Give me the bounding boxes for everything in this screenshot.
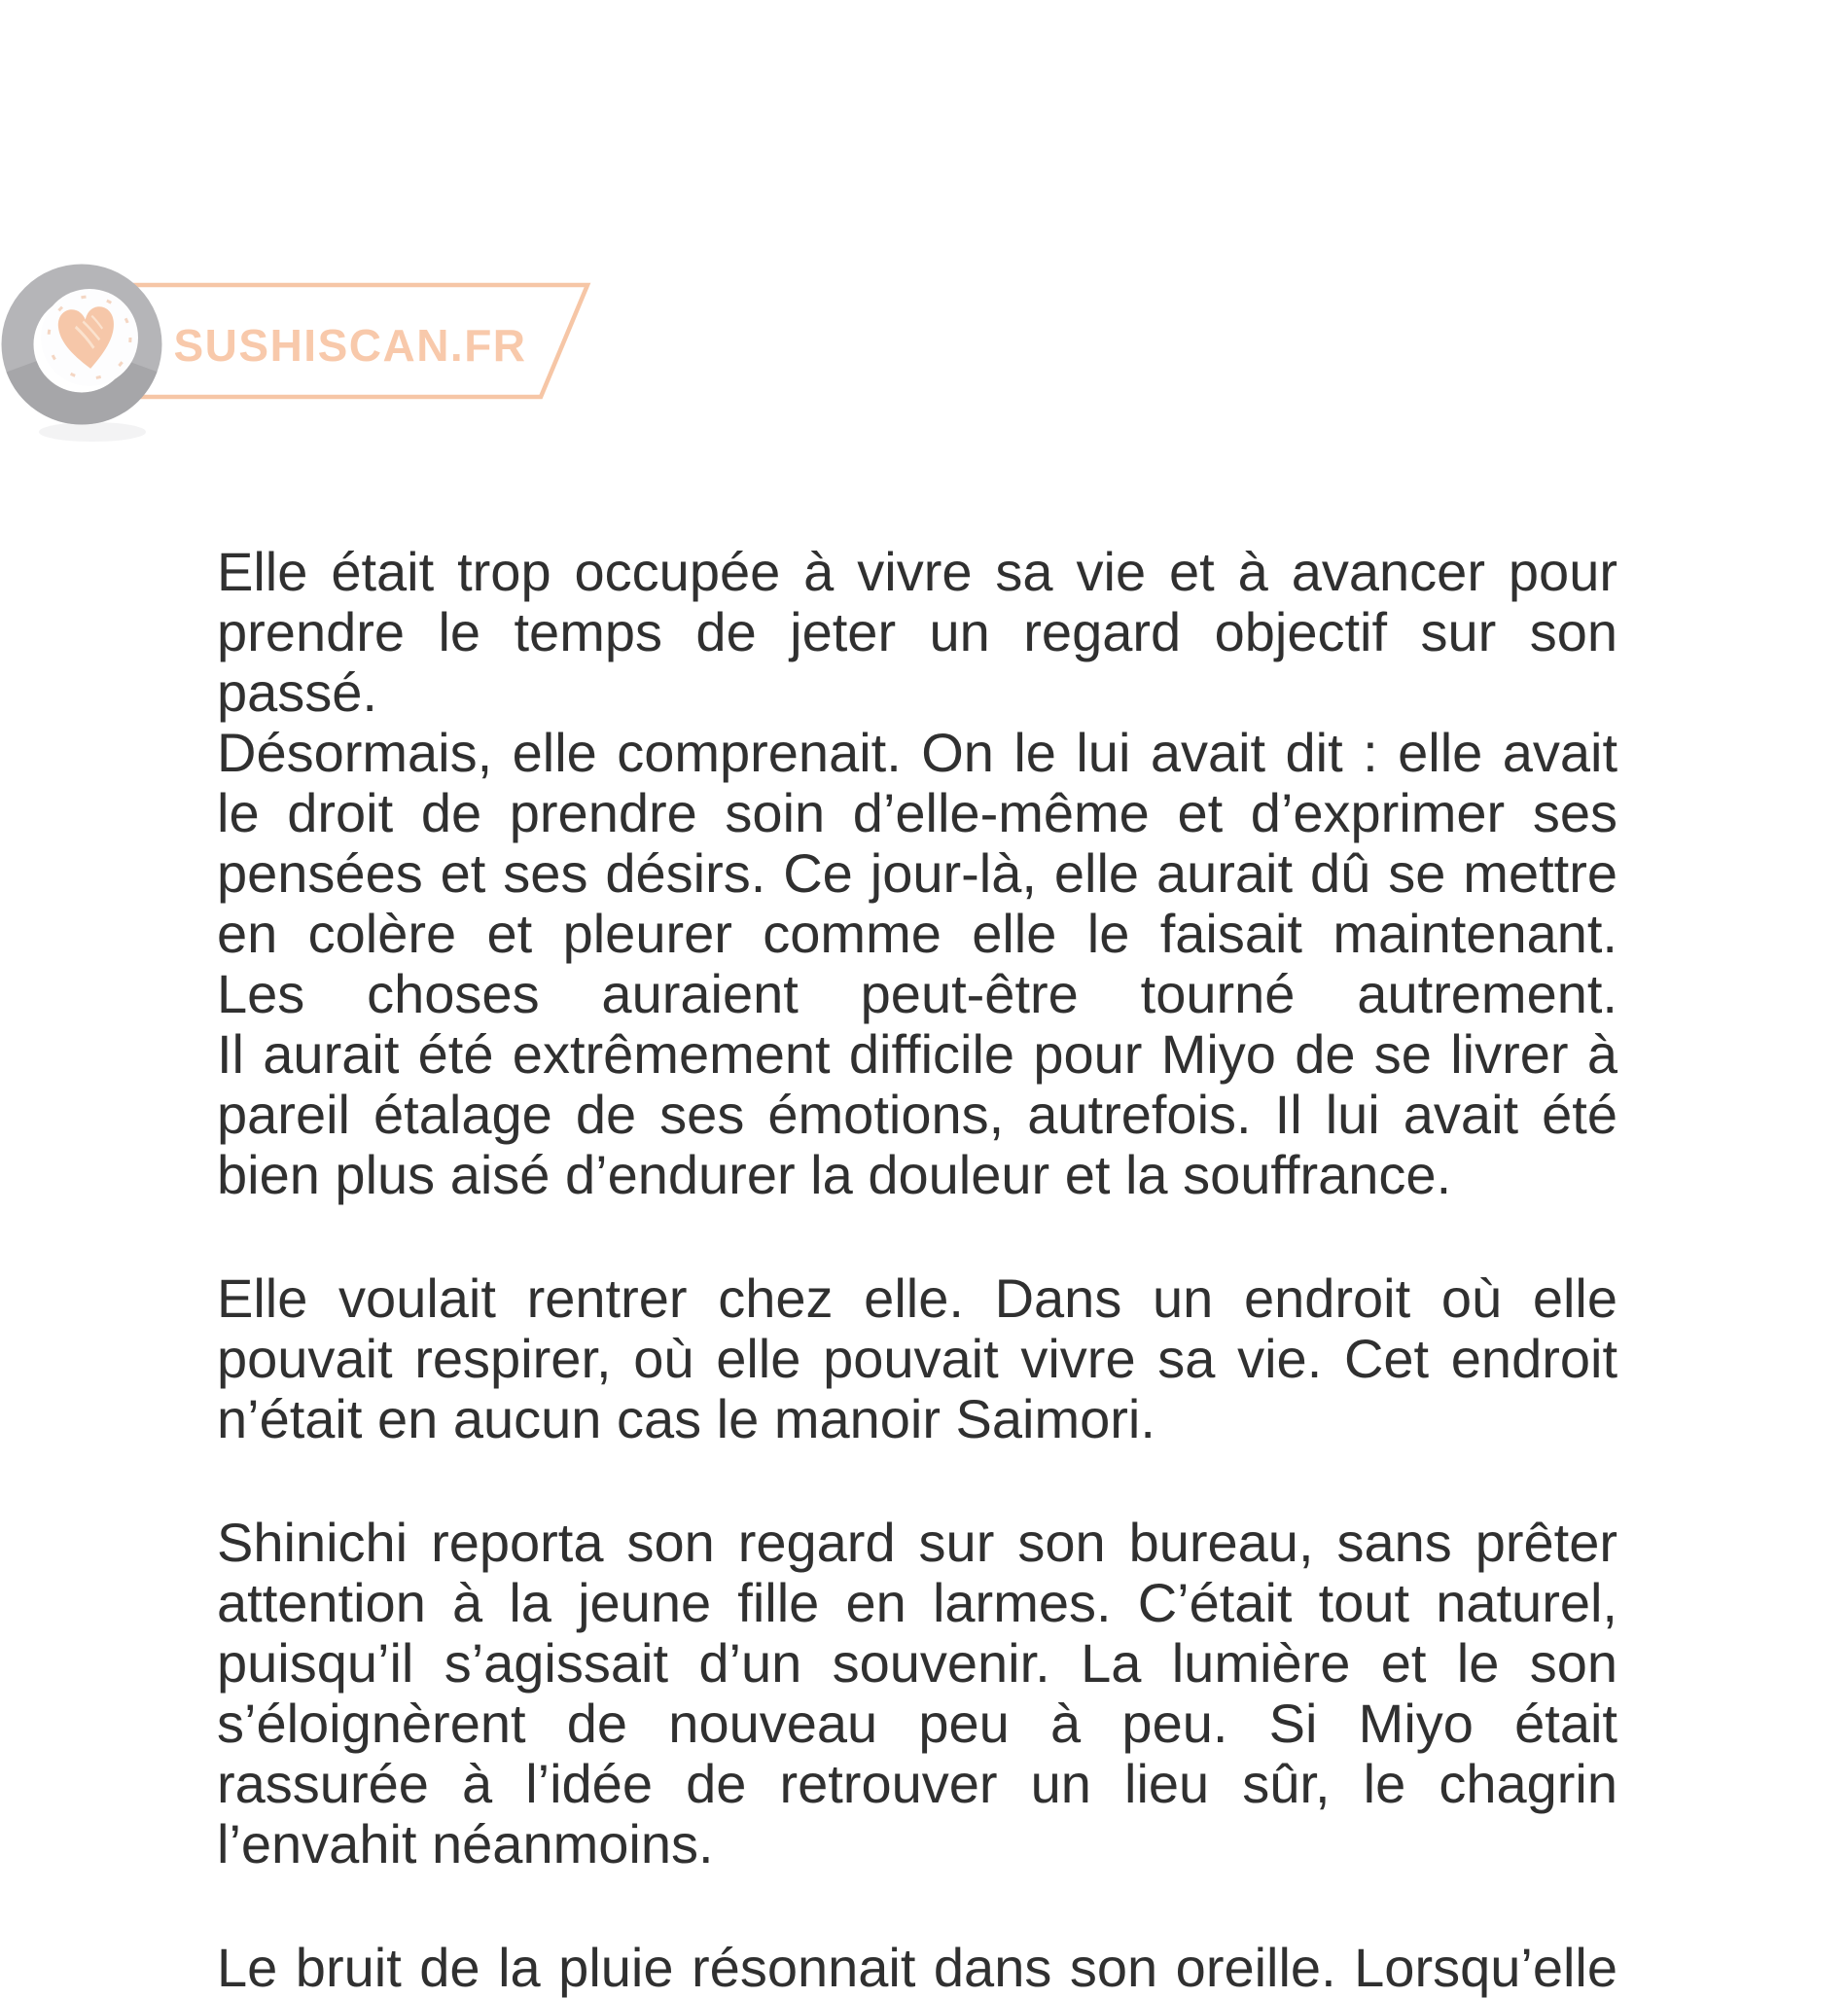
text-line: pouvait respirer, où elle pouvait vivre sa vie. Cet endroit — [217, 1328, 1617, 1389]
text-line: le droit de prendre soin d’elle-même et d’exprimer ses — [217, 782, 1617, 843]
text-line: Désormais, elle comprenait. On le lui avait dit : elle avait — [217, 722, 1617, 783]
paragraph-2 — [217, 1268, 1617, 1449]
site-name: SUSHISCAN.FR — [173, 320, 527, 371]
logo-shadow — [39, 422, 146, 442]
ribbon-banner — [122, 285, 587, 397]
paragraph-4 — [217, 1938, 1617, 1998]
text-line: en colère et pleurer comme elle le faisait maintenant. — [217, 903, 1617, 964]
text-line: s’éloignèrent de nouveau peu à peu. Si Miyo était — [217, 1693, 1617, 1754]
sushiscan-watermark-logo — [0, 0, 681, 486]
text-line: attention à la jeune fille en larmes. C’était tout naturel, — [217, 1572, 1617, 1633]
text-line: n’était en aucun cas le manoir Saimori. — [217, 1388, 1155, 1449]
text-line: l’envahit néanmoins. — [217, 1813, 714, 1874]
text-line: prendre le temps de jeter un regard objectif sur son passé. — [217, 601, 1617, 723]
paragraph-3 — [217, 1513, 1617, 1874]
text-line: puisqu’il s’agissait d’un souvenir. La lumière et le son — [217, 1632, 1617, 1694]
text-line: Elle était trop occupée à vivre sa vie et à avancer pour — [217, 541, 1617, 602]
text-line: pensées et ses désirs. Ce jour-là, elle aurait dû se mettre — [217, 842, 1617, 904]
text-line: Il aurait été extrêmement difficile pour Miyo de se livrer à — [217, 1023, 1617, 1085]
text-line: rassurée à l’idée de retrouver un lieu sûr, le chagrin — [217, 1753, 1617, 1814]
page-text — [217, 542, 1617, 1998]
paragraph-1 — [217, 542, 1617, 1205]
text-line: Elle voulait rentrer chez elle. Dans un endroit où elle — [217, 1267, 1617, 1329]
text-line: bien plus aisé d’endurer la douleur et la souffrance. — [217, 1144, 1452, 1205]
text-line: Shinichi reporta son regard sur son bureau, sans prêter — [217, 1512, 1617, 1573]
text-line: Le bruit de la pluie résonnait dans son oreille. Lorsqu’elle — [217, 1937, 1617, 1998]
text-line: pareil étalage de ses émotions, autrefois. Il lui avait été — [217, 1084, 1617, 1145]
text-line: Les choses auraient peut-être tourné autrement. — [217, 963, 1617, 1024]
